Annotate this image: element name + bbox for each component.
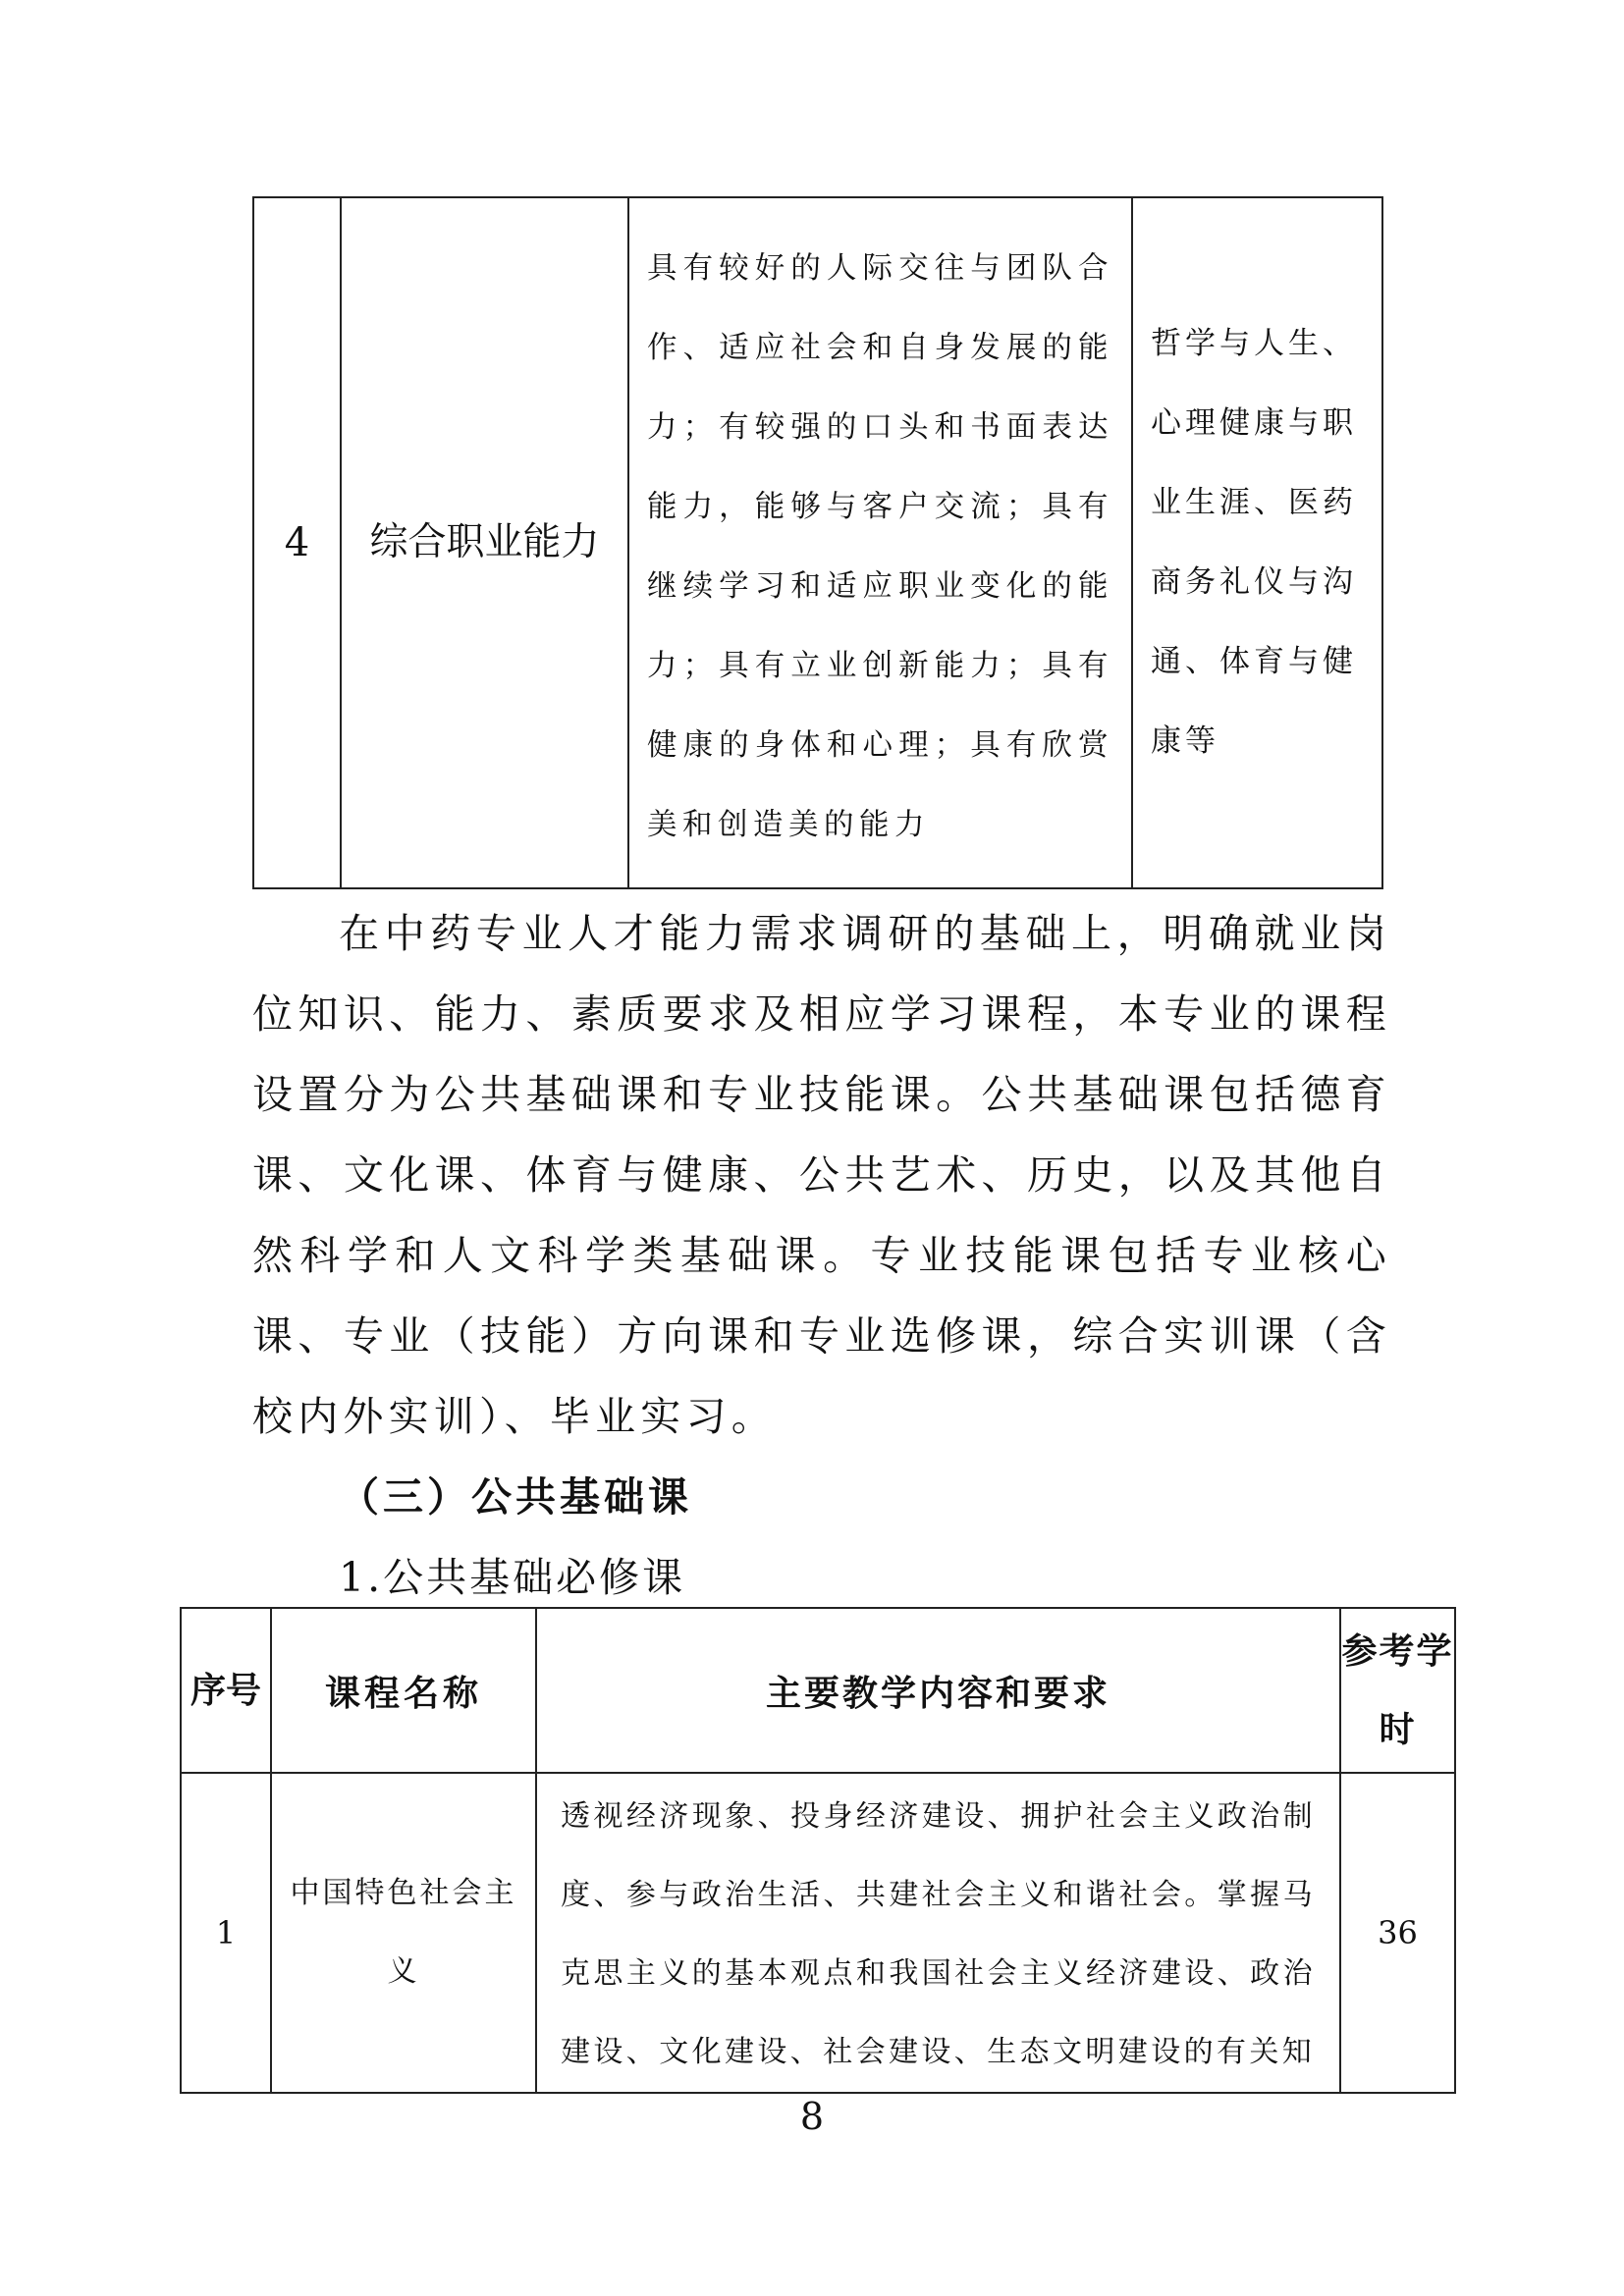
course-number: 1 — [181, 1773, 271, 2093]
competency-requirements: 具有较好的人际交往与团队合作、适应社会和自身发展的能力；有较强的口头和书面表达能力，能够与客户交流；具有继续学习和适应职业变化的能力；具有立业创新能力；具有健康的身体和心理；具有欣赏美和创造美的能力 — [628, 197, 1132, 888]
page-number: 8 — [799, 2095, 825, 2138]
course-hours: 36 — [1340, 1773, 1455, 2093]
body-paragraph: 在中药专业人才能力需求调研的基础上，明确就业岗位知识、能力、素质要求及相应学习课程，本专业的课程设置分为公共基础课和专业技能课。公共基础课包括德育课、文化课、体育与健康、公共艺术、历史，以及其他自然科学和人文科学类基础课。专业技能课包括专业核心课、专业（技能）方向课和专业选修课，综合实训课（含校内外实训）、毕业实习。 — [252, 910, 1391, 1440]
competency-name: 综合职业能力 — [341, 197, 628, 888]
course-name: 中国特色社会主义 — [271, 1773, 536, 2093]
header-course-name: 课程名称 — [271, 1608, 536, 1773]
subsection-heading: 1.公共基础必修课 — [339, 1554, 686, 1601]
row-number: 4 — [253, 197, 341, 888]
course-content: 透视经济现象、投身经济建设、拥护社会主义政治制度、参与政治生活、共建社会主义和谐社会。掌握马克思主义的基本观点和我国社会主义经济建设、政治建设、文化建设、社会建设、生态文明建设的有关知 — [536, 1773, 1340, 2093]
table-header-row — [181, 1608, 1455, 1773]
header-hours: 参考学时 — [1340, 1608, 1455, 1773]
header-number: 序号 — [181, 1608, 271, 1773]
competency-table — [252, 196, 1383, 889]
related-courses: 哲学与人生、心理健康与职业生涯、医药商务礼仪与沟通、体育与健康等 — [1132, 197, 1382, 888]
table-row — [181, 1773, 1455, 2093]
required-courses-table — [180, 1607, 1456, 2094]
table-row — [253, 197, 1382, 888]
section-heading: （三）公共基础课 — [339, 1473, 692, 1521]
header-content: 主要教学内容和要求 — [536, 1608, 1340, 1773]
